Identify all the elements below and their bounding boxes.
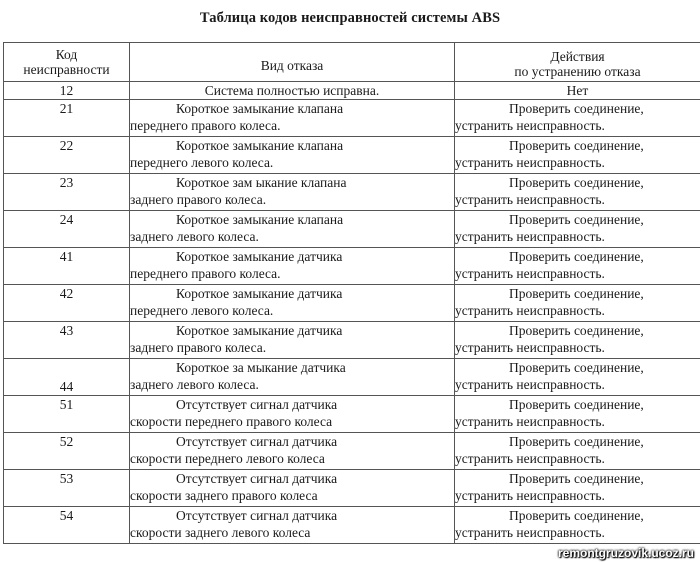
header-kind <box>130 43 455 82</box>
fault-kind-line2: переднего левого колеса. <box>130 155 274 170</box>
fault-kind <box>130 396 455 433</box>
table-row <box>4 507 700 544</box>
fault-action-line2: устранить неисправность. <box>455 377 605 392</box>
fault-kind <box>130 322 455 359</box>
fault-code: 23 <box>4 174 130 211</box>
fault-kind-line1: Отсутствует сигнал датчика <box>176 397 338 412</box>
fault-kind-line1: Короткое замыкание датчика <box>176 286 343 301</box>
table-row <box>4 285 700 322</box>
table-row <box>4 322 700 359</box>
fault-action-line2: устранить неисправность. <box>455 451 605 466</box>
fault-kind <box>130 137 455 174</box>
fault-code: 54 <box>4 507 130 544</box>
header-action-line2: по устранению отказа <box>514 64 641 79</box>
fault-action <box>455 137 700 174</box>
fault-action-line2: устранить неисправность. <box>455 192 605 207</box>
fault-kind <box>130 174 455 211</box>
fault-kind-line2: скорости переднего правого колеса <box>130 414 333 429</box>
fault-kind <box>130 100 455 137</box>
fault-kind-line1: Короткое замыкание клапана <box>176 212 344 227</box>
fault-action <box>455 322 700 359</box>
fault-action-line1: Проверить соединение, <box>509 508 644 523</box>
fault-action-line1: Проверить соединение, <box>509 397 644 412</box>
watermark: remontgruzovik.ucoz.ru <box>557 546 694 560</box>
fault-code: 12 <box>4 82 130 100</box>
fault-kind-line1: Отсутствует сигнал датчика <box>176 434 338 449</box>
fault-action: Нет <box>455 82 700 100</box>
fault-action <box>455 359 700 396</box>
fault-action-line2: устранить неисправность. <box>455 229 605 244</box>
table-row <box>4 137 700 174</box>
fault-kind-line1: Короткое замыкание датчика <box>176 249 343 264</box>
fault-kind <box>130 433 455 470</box>
fault-kind <box>130 359 455 396</box>
fault-action <box>455 507 700 544</box>
fault-action <box>455 470 700 507</box>
table-header-row <box>4 43 700 82</box>
header-code-line2: неисправности <box>23 62 110 77</box>
header-kind-label: Вид отказа <box>260 57 324 73</box>
fault-action-line1: Проверить соединение, <box>509 434 644 449</box>
fault-action-line1: Проверить соединение, <box>509 138 644 153</box>
fault-kind <box>130 248 455 285</box>
fault-code: 44 <box>4 359 130 396</box>
fault-code: 24 <box>4 211 130 248</box>
fault-kind-line2: заднего правого колеса. <box>130 340 267 355</box>
fault-action <box>455 285 700 322</box>
fault-kind-line1: Короткое зам ыкание клапана <box>176 175 347 190</box>
header-action-line1: Действия <box>550 49 605 64</box>
table-row <box>4 396 700 433</box>
header-code <box>4 43 130 82</box>
fault-code: 21 <box>4 100 130 137</box>
fault-action-line1: Проверить соединение, <box>509 101 644 116</box>
fault-kind-line2: заднего левого колеса. <box>130 229 259 244</box>
fault-action-line1: Проверить соединение, <box>509 249 644 264</box>
fault-kind-line2: заднего левого колеса. <box>130 377 259 392</box>
fault-kind <box>130 470 455 507</box>
fault-code: 42 <box>4 285 130 322</box>
fault-action-line2: устранить неисправность. <box>455 340 605 355</box>
fault-action-line1: Проверить соединение, <box>509 360 644 375</box>
table-row <box>4 470 700 507</box>
fault-kind-line2: заднего правого колеса. <box>130 192 267 207</box>
fault-action <box>455 174 700 211</box>
fault-action <box>455 248 700 285</box>
fault-code: 52 <box>4 433 130 470</box>
fault-code: 41 <box>4 248 130 285</box>
fault-action-line2: устранить неисправность. <box>455 525 605 540</box>
fault-kind-line2: скорости переднего левого колеса <box>130 451 325 466</box>
fault-code: 22 <box>4 137 130 174</box>
fault-kind-line1: Короткое замыкание клапана <box>176 101 344 116</box>
fault-code: 43 <box>4 322 130 359</box>
table-row <box>4 433 700 470</box>
table-row <box>4 100 700 137</box>
fault-kind-line2: переднего правого колеса. <box>130 118 281 133</box>
header-code-line1: Код <box>55 47 78 62</box>
fault-kind-line2: скорости заднего левого колеса <box>130 525 311 540</box>
fault-kind <box>130 211 455 248</box>
fault-kind-line1: Короткое замыкание датчика <box>176 323 343 338</box>
fault-action-line1: Проверить соединение, <box>509 212 644 227</box>
fault-action-line2: устранить неисправность. <box>455 303 605 318</box>
fault-kind-line2: переднего левого колеса. <box>130 303 274 318</box>
header-action <box>455 43 700 82</box>
fault-kind-line1: Отсутствует сигнал датчика <box>176 471 338 486</box>
page-title: Таблица кодов неисправностей системы ABS <box>199 10 501 26</box>
fault-code: 53 <box>4 470 130 507</box>
fault-kind-line1: Отсутствует сигнал датчика <box>176 508 338 523</box>
fault-code: 51 <box>4 396 130 433</box>
fault-kind <box>130 285 455 322</box>
fault-kind-line2: переднего правого колеса. <box>130 266 281 281</box>
table-row <box>4 174 700 211</box>
fault-action-line2: устранить неисправность. <box>455 155 605 170</box>
fault-action-line1: Проверить соединение, <box>509 175 644 190</box>
fault-action <box>455 100 700 137</box>
fault-action <box>455 211 700 248</box>
table-row <box>4 359 700 396</box>
fault-kind: Система полностью исправна. <box>130 82 455 100</box>
fault-action-line2: устранить неисправность. <box>455 488 605 503</box>
fault-action-line1: Проверить соединение, <box>509 323 644 338</box>
fault-action <box>455 396 700 433</box>
table-row <box>4 248 700 285</box>
fault-kind-line1: Короткое замыкание клапана <box>176 138 344 153</box>
fault-action <box>455 433 700 470</box>
fault-kind-line1: Короткое за мыкание датчика <box>176 360 346 375</box>
table-row <box>4 211 700 248</box>
fault-action-line2: устранить неисправность. <box>455 414 605 429</box>
fault-action-line2: устранить неисправность. <box>455 266 605 281</box>
fault-action-line2: устранить неисправность. <box>455 118 605 133</box>
table-row <box>4 82 700 100</box>
fault-action-line1: Проверить соединение, <box>509 286 644 301</box>
fault-action-line1: Проверить соединение, <box>509 471 644 486</box>
fault-kind <box>130 507 455 544</box>
fault-code-table <box>3 42 700 544</box>
fault-kind-line2: скорости заднего правого колеса <box>130 488 318 503</box>
